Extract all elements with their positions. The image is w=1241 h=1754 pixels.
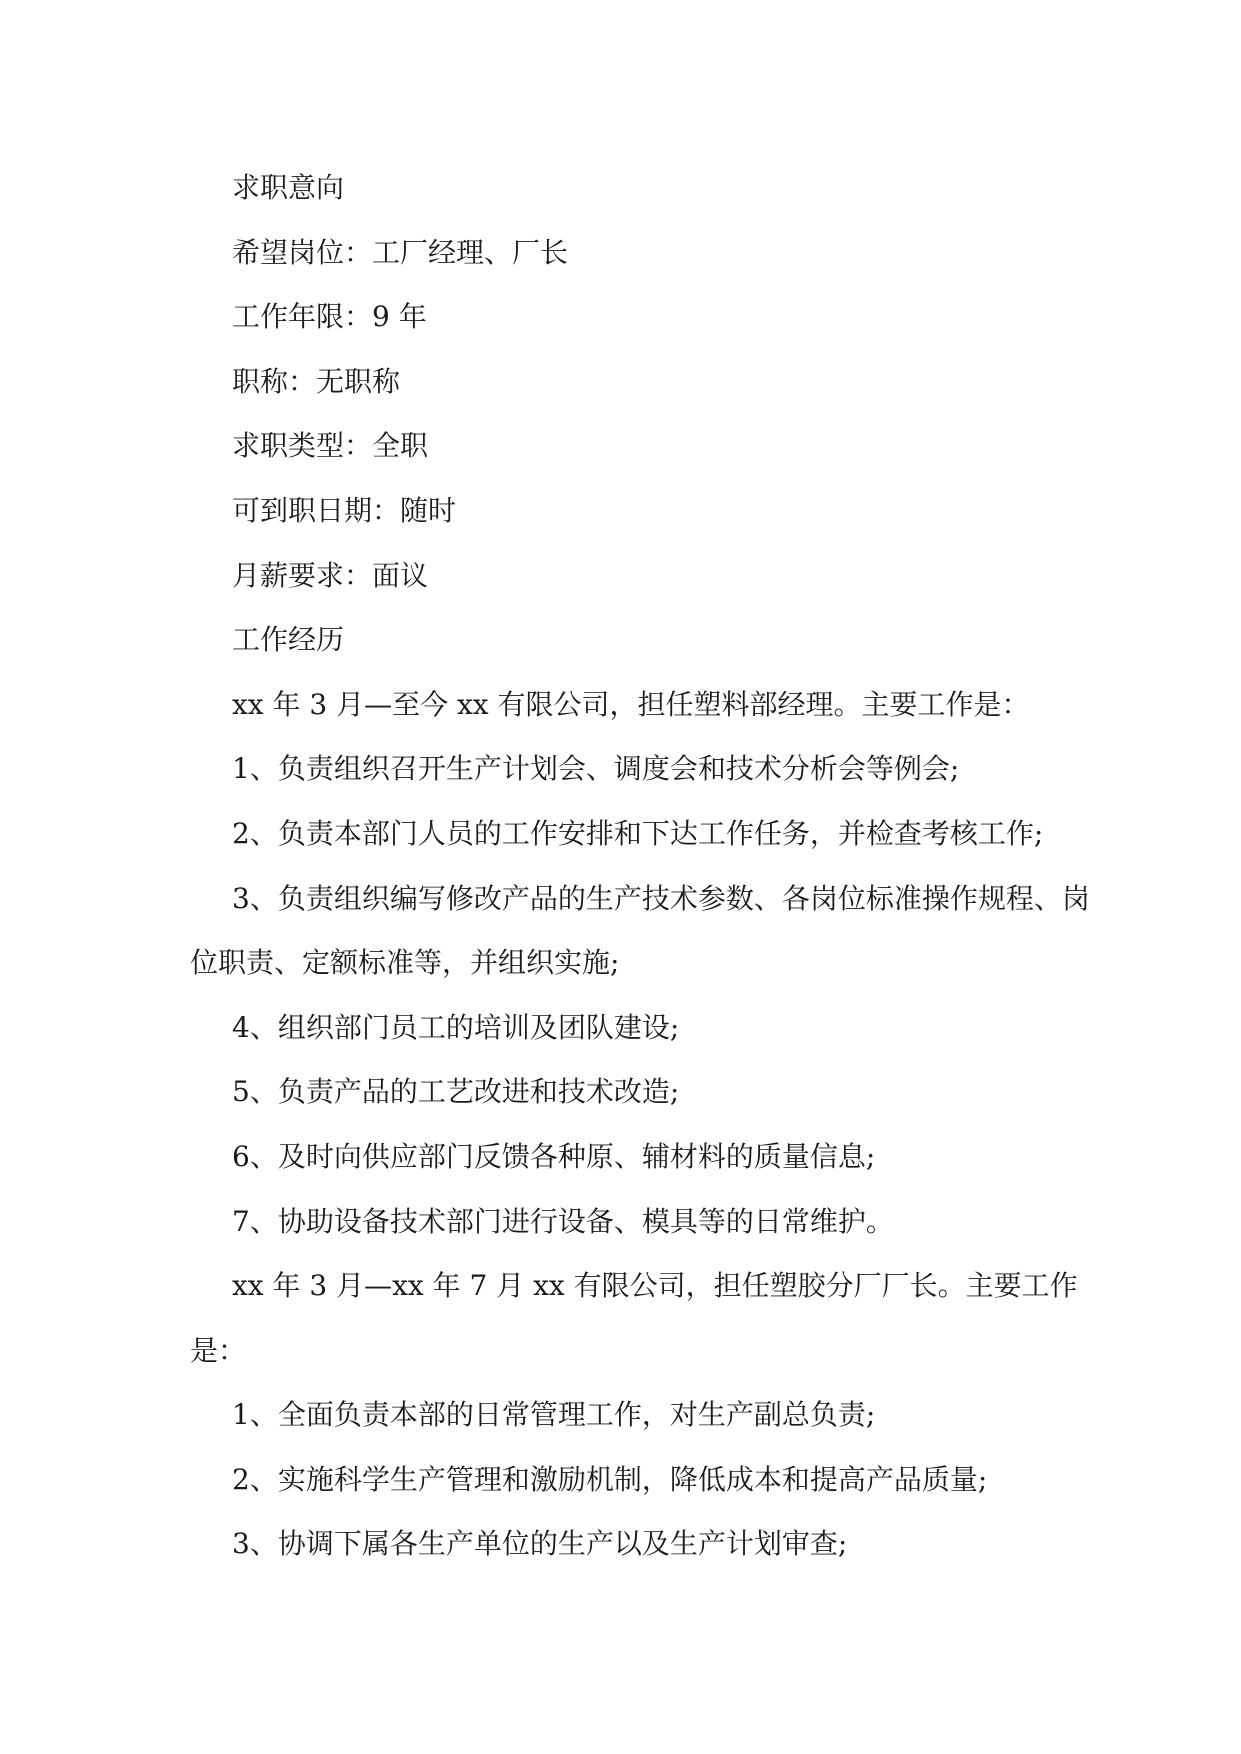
document-body (190, 156, 1090, 1577)
job-duty-item: 2、负责本部门人员的工作安排和下达工作任务，并检查考核工作; (232, 816, 1044, 850)
field-salary: 月薪要求：面议 (232, 558, 429, 592)
section-heading-job-intention: 求职意向 (232, 171, 345, 204)
job-entry-heading: xx 年 3 月—xx 年 7 月 xx 有限公司，担任塑胶分厂厂长。主要工作是： (190, 1269, 1078, 1367)
job-duty-item: 1、负责组织召开生产计划会、调度会和技术分析会等例会; (232, 752, 960, 786)
job-duty-item: 6、及时向供应部门反馈各种原、辅材料的质量信息; (232, 1139, 876, 1173)
field-job-type: 求职类型：全职 (232, 429, 429, 463)
job-duty-item: 2、实施科学生产管理和激励机制，降低成本和提高产品质量; (232, 1462, 988, 1496)
job-duty-item: 3、协调下属各生产单位的生产以及生产计划审查; (232, 1527, 848, 1561)
job-duty-item: 1、全面负责本部的日常管理工作，对生产副总负责; (232, 1398, 876, 1432)
job-entry-heading: xx 年 3 月—至今 xx 有限公司，担任塑料部经理。主要工作是： (232, 687, 1030, 721)
job-duty-item: 3、负责组织编写修改产品的生产技术参数、各岗位标准操作规程、岗位职责、定额标准等，并组织实施; (190, 881, 1090, 980)
section-heading-work-experience: 工作经历 (232, 623, 345, 657)
job-duty-item: 4、组织部门员工的培训及团队建设; (232, 1010, 680, 1044)
job-duty-item: 5、负责产品的工艺改进和技术改造; (232, 1075, 680, 1109)
field-title: 职称：无职称 (232, 364, 401, 398)
job-duty-item: 7、协助设备技术部门进行设备、模具等的日常维护。 (232, 1204, 894, 1238)
field-start-date: 可到职日期：随时 (232, 493, 457, 527)
field-years-of-work: 工作年限：9 年 (232, 300, 427, 334)
field-desired-position: 希望岗位：工厂经理、厂长 (232, 235, 569, 269)
